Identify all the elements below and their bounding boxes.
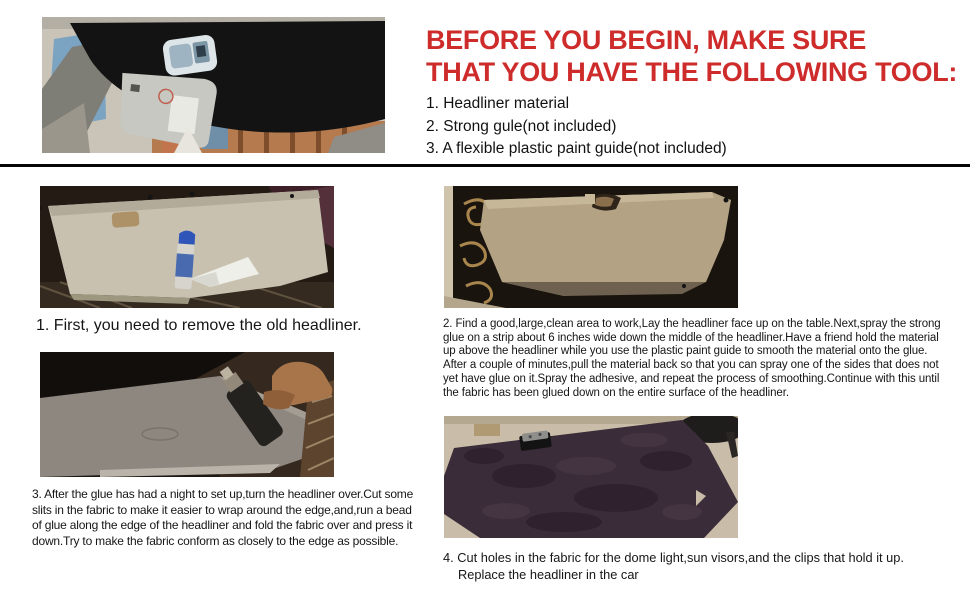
header (426, 24, 966, 161)
tool-item-1: 1. Headliner material (426, 95, 570, 112)
page-title-line2: THAT YOU HAVE THE FOLLOWING TOOL: (426, 57, 958, 87)
step4-caption-line1: 4. Cut holes in the fabric for the dome light,sun visors,and the clips that hold it up. (443, 550, 904, 565)
photo-spraying-glue (40, 352, 334, 477)
purple-headliner-illustration (444, 416, 738, 538)
tool-item-3: 3. A flexible plastic paint guide(not included) (426, 140, 727, 157)
spray-glue-illustration (40, 352, 334, 477)
headliner-board-illustration (40, 186, 334, 308)
step1-caption: 1. First, you need to remove the old headliner. (36, 317, 362, 334)
car-ceiling-illustration (42, 17, 385, 153)
photo-old-headliner-board (40, 186, 334, 308)
headliner-rug-illustration (444, 186, 738, 308)
step4-caption (443, 549, 904, 583)
photo-car-interior-ceiling (42, 17, 385, 153)
dome-light (162, 34, 219, 77)
step4-caption-line2: Replace the headliner in the car (458, 567, 639, 582)
tool-item-2: 2. Strong gule(not included) (426, 117, 617, 135)
dome-light-patch (112, 211, 140, 228)
section-divider (0, 164, 970, 167)
step2-caption: 2. Find a good,large,clean area to work,Lay the headliner face up on the table.Next,spray the strong glue on a strip about 6 inches wide down the middle of the headliner.Have a friend hold the material up above the headliner while you use the plastic paint guide to smooth the material onto the glue. After a couple of minutes,pull the material back so that you can spray one of the sides that does not yet have glue on it.Spray the adhesive, and repeat the process of smoothing.Continue with this until the fabric has been glued down on the entire surface of the headliner. (443, 318, 941, 399)
photo-finished-purple-headliner (444, 416, 738, 538)
photo-headliner-on-rug (444, 186, 738, 308)
step3-caption: 3. After the glue has had a night to set up,turn the headliner over.Cut some slits in the fabric to make it easier to wrap around the edge,and,run a bead of glue along the edge of the headliner and fold the fabric over and press it down.Try to make the fabric conform as closely to the edge as possible. (32, 487, 414, 548)
page-title-line1: BEFORE YOU BEGIN, MAKE SURE (426, 25, 866, 55)
tool-list (426, 93, 966, 161)
